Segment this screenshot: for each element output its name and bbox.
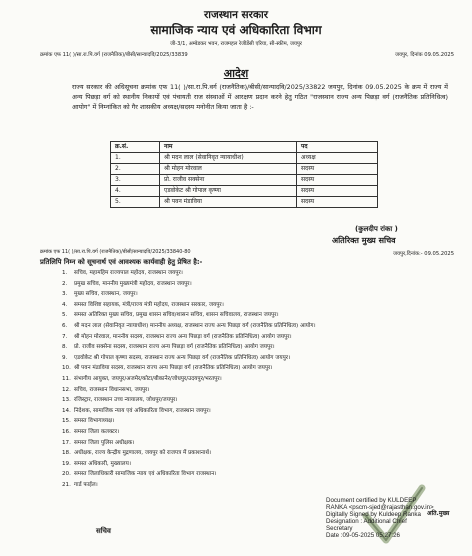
item-text: संभागीय आयुक्त, जयपुर/अजमेर/कोटा/बीकानेर/जोधपुर/उदयपुर/भरतपुर। (74, 375, 222, 382)
table-row (111, 197, 378, 208)
item-text: समस्त जिला कलक्टर। (74, 428, 120, 435)
cert-line-4: Designation : Additional Chief (326, 518, 407, 525)
item-number: 18. (62, 450, 71, 457)
row-post: अध्यक्ष (297, 153, 378, 164)
table-row (111, 186, 378, 197)
order-title-text: आदेश (223, 67, 249, 80)
order-title (0, 66, 472, 81)
table-row (111, 153, 378, 164)
cert-date: Date :09-05-2025 05:27:26 (326, 532, 400, 539)
cert-line-1: Document certified by KULDEEP (326, 497, 417, 504)
govt-heading: राजस्थान सरकार (203, 9, 269, 21)
list-item (62, 363, 458, 374)
item-number: 6. (62, 323, 68, 330)
item-text: समस्त अधिकारी, मुख्यालय। (74, 460, 131, 467)
row-name: एडवोकेट श्री गोपाल कृष्णा (160, 186, 297, 197)
item-number: 2. (62, 280, 68, 287)
signatory-designation: अतिरिक्त मुख्य सचिव (332, 236, 396, 245)
item-text: श्री मदन लाल (सेवानिवृत न्यायाधीश) माननीय अध्यक्ष, राजस्थान राज्य अन्य पिछड़ा वर्ग (राजनैतिक प्रतिनिधित्व) आयोग। (74, 323, 316, 330)
item-text: प्रमुख सचिव, माननीय मुख्यमंत्री महोदय, राजस्थान जयपुर। (74, 280, 192, 287)
list-item (62, 353, 458, 364)
row-name: प्रो. राजीव सक्सेना (160, 175, 297, 186)
item-text: अधीक्षक, राज्य केन्द्रीय मुद्रणालय, जयपुर को राजपत्र में प्रकाशनार्थ। (74, 450, 212, 457)
list-item (62, 416, 458, 427)
list-item (62, 469, 458, 480)
row-sn: 2. (111, 164, 160, 175)
item-number: 8. (62, 344, 68, 351)
item-number: 12. (62, 386, 71, 393)
signatory-name: (कुलदीप रांका ) (355, 225, 398, 233)
header-sn: क्र.सं. (111, 142, 160, 153)
item-text: श्री मोहन मोरवाल, माननीय सदस्य, राजस्थान राज्य अन्य पिछड़ा वर्ग (राजनैतिक प्रतिनिधित्व) आयोग जयपुर। (74, 333, 292, 340)
item-text: एडवोकेट श्री गोपाल कृष्णा सदस्य, राजस्थान राज्य अन्य पिछड़ा वर्ग (राजनैतिक प्रतिनिधित्व) आयोग जयपुर। (74, 354, 291, 361)
list-item (62, 279, 458, 290)
cert-line-2: RANKA <pscm-sjed@rajasthan.gov.in> (326, 504, 434, 511)
list-item (62, 406, 458, 417)
item-number: 21. (62, 481, 71, 488)
item-text: समस्त अतिरिक्त मुख्य सचिव, प्रमुख शासन सचिव/शासन सचिव, शासन सचिवालय, राजस्थान जयपुर। (74, 312, 279, 319)
members-table-header (111, 142, 378, 153)
item-text: समस्त विशिष्ट सहायक, मंत्री/राज्य मंत्री महोदय, राजस्थान सरकार, जयपुर। (74, 301, 224, 308)
list-item (62, 438, 458, 449)
department-heading: सामाजिक न्याय एवं अधिकारिता विभाग (150, 23, 322, 37)
list-item (62, 300, 458, 311)
item-number: 10. (62, 365, 71, 372)
item-number: 4. (62, 301, 68, 308)
row-sn: 4. (111, 186, 160, 197)
row-post: सदस्य (297, 175, 378, 186)
row-name: श्री मोहन मोरवाल (160, 164, 297, 175)
row-sn: 1. (111, 153, 160, 164)
item-number: 19. (62, 460, 71, 467)
row-sn: 5. (111, 197, 160, 208)
list-item (62, 332, 458, 343)
list-item (62, 289, 458, 300)
list-item (62, 322, 458, 330)
list-item (62, 427, 458, 438)
digital-signature-certificate (326, 497, 466, 539)
table-row (111, 164, 378, 175)
item-text: समस्त विभागाध्यक्ष। (74, 418, 115, 425)
item-text: रजिस्ट्रार, राजस्थान उच्च न्यायालय, जोधपुर/जयपुर। (74, 397, 178, 404)
list-item (62, 395, 458, 406)
footer-sachiv: सचिव (96, 527, 111, 535)
list-item (62, 342, 458, 353)
list-item (62, 459, 458, 470)
item-text: सचिव, राजस्थान विधानसभा, जयपुर। (74, 386, 150, 393)
row-post: सदस्य (297, 164, 378, 175)
item-number: 1. (62, 270, 68, 276)
item-number: 11. (62, 375, 71, 382)
item-number: 17. (62, 439, 71, 446)
row-name: श्री पवन मंडाविया (160, 197, 297, 208)
item-number: 9. (62, 354, 68, 361)
row-post: सदस्य (297, 186, 378, 197)
item-number: 15. (62, 418, 71, 425)
list-item (62, 268, 458, 279)
item-text: मुख्य सचिव, राजस्थान, जयपुर। (74, 291, 138, 298)
order-ref-date: जयपुर, दिनांक 09.05.2025 (395, 52, 454, 58)
list-item (62, 374, 458, 385)
order-ref-number: क्रमांक एफ 11( )/सा.रा.पि.वर्ग (राजनैतिक)/बीसी/सान्यादवि/2025/33839 (40, 52, 188, 58)
item-number: 16. (62, 428, 71, 435)
item-text: प्रो. राजीव सक्सेना सदस्य, राजस्थान राज्य अन्य पिछड़ा वर्ग (राजनैतिक प्रतिनिधित्व) आयोग जयपुर। (74, 344, 275, 351)
item-number: 5. (62, 312, 68, 319)
list-item (62, 385, 458, 396)
copy-ref-date: जयपुर,दिनांक:- 09.05.2025 (393, 251, 454, 257)
header-post: पद (297, 142, 378, 153)
item-text: गार्ड फाईल। (74, 481, 98, 488)
item-number: 7. (62, 333, 68, 340)
table-row (111, 175, 378, 186)
list-item (62, 448, 458, 459)
item-text: निदेशक, सामाजिक न्याय एवं अधिकारिता विभाग, राजस्थान जयपुर। (74, 407, 211, 414)
designation-stamp: अति.मुख्य (427, 510, 450, 517)
copy-ref-number: क्रमांक एफ 11( )/सा.रा.पि.वर्ग (राजनैतिक)/बीसी/सान्यादवि/2025/33840-80 (40, 249, 191, 255)
members-table (110, 141, 378, 208)
order-paragraph: राज्य सरकार की अधिसूचना क्रमांक एफ 11( )/सा.रा.पि.वर्ग (राजनैतिक)/बीसी/सान्यादवि/2025/33822 जयपुर, दिनांक 09.05.2025 के क्रम में राज्य में अन्य पिछड़ा वर्ग को स्थानीय निकायों एवं पंचायती राज संस्थाओं में आरक्षण प्रदान करने हेतु गठित "राजस्थान राज्य अन्य पिछड़ा वर्ग (राजनैतिक प्रतिनिधित्व) आयोग" में निम्नांकित को गैर शासकीय अध्यक्ष/सदस्य मनोनीत किया जाता है :- (72, 83, 448, 111)
item-number: 13. (62, 397, 71, 404)
item-number: 20. (62, 471, 71, 478)
row-sn: 3. (111, 175, 160, 186)
cert-line-5: Secretary (326, 525, 353, 532)
item-number: 14. (62, 407, 71, 414)
item-text: समस्त जिला पुलिस अधीक्षक। (74, 439, 135, 446)
list-item (62, 310, 458, 321)
header-name: नाम (160, 142, 297, 153)
item-text: श्री पवन मंडाविया सदस्य, राजस्थान राज्य अन्य पिछड़ा वर्ग (राजनैतिक प्रतिनिधित्व) आयोग जयपुर। (74, 365, 273, 372)
item-text: सचिव, महामहिम राज्यपाल महोदय, राजस्थान जयपुर। (74, 270, 183, 276)
item-text: समस्त जिलाधिकारी सामाजिक न्याय एवं अधिकारिता विभाग राजस्थान। (74, 471, 217, 478)
row-name: श्री मदन लाल (सेवानिवृत न्यायाधीश) (160, 153, 297, 164)
department-address: जी-3/1, अम्बेडकर भवन, राजमहल रेजीडेंसी एरिया, सी-स्कीम, जयपुर (170, 41, 302, 47)
cert-line-3: Digitally Signed by Kuldeep Ranka (326, 511, 421, 518)
row-post: सदस्य (297, 197, 378, 208)
item-number: 3. (62, 291, 68, 298)
copy-heading: प्रतिलिपि निम्न को सूचनार्थ एवं आवश्यक कार्यवाही हेतु प्रेषित है:- (40, 258, 203, 266)
copy-recipient-list (62, 268, 458, 490)
